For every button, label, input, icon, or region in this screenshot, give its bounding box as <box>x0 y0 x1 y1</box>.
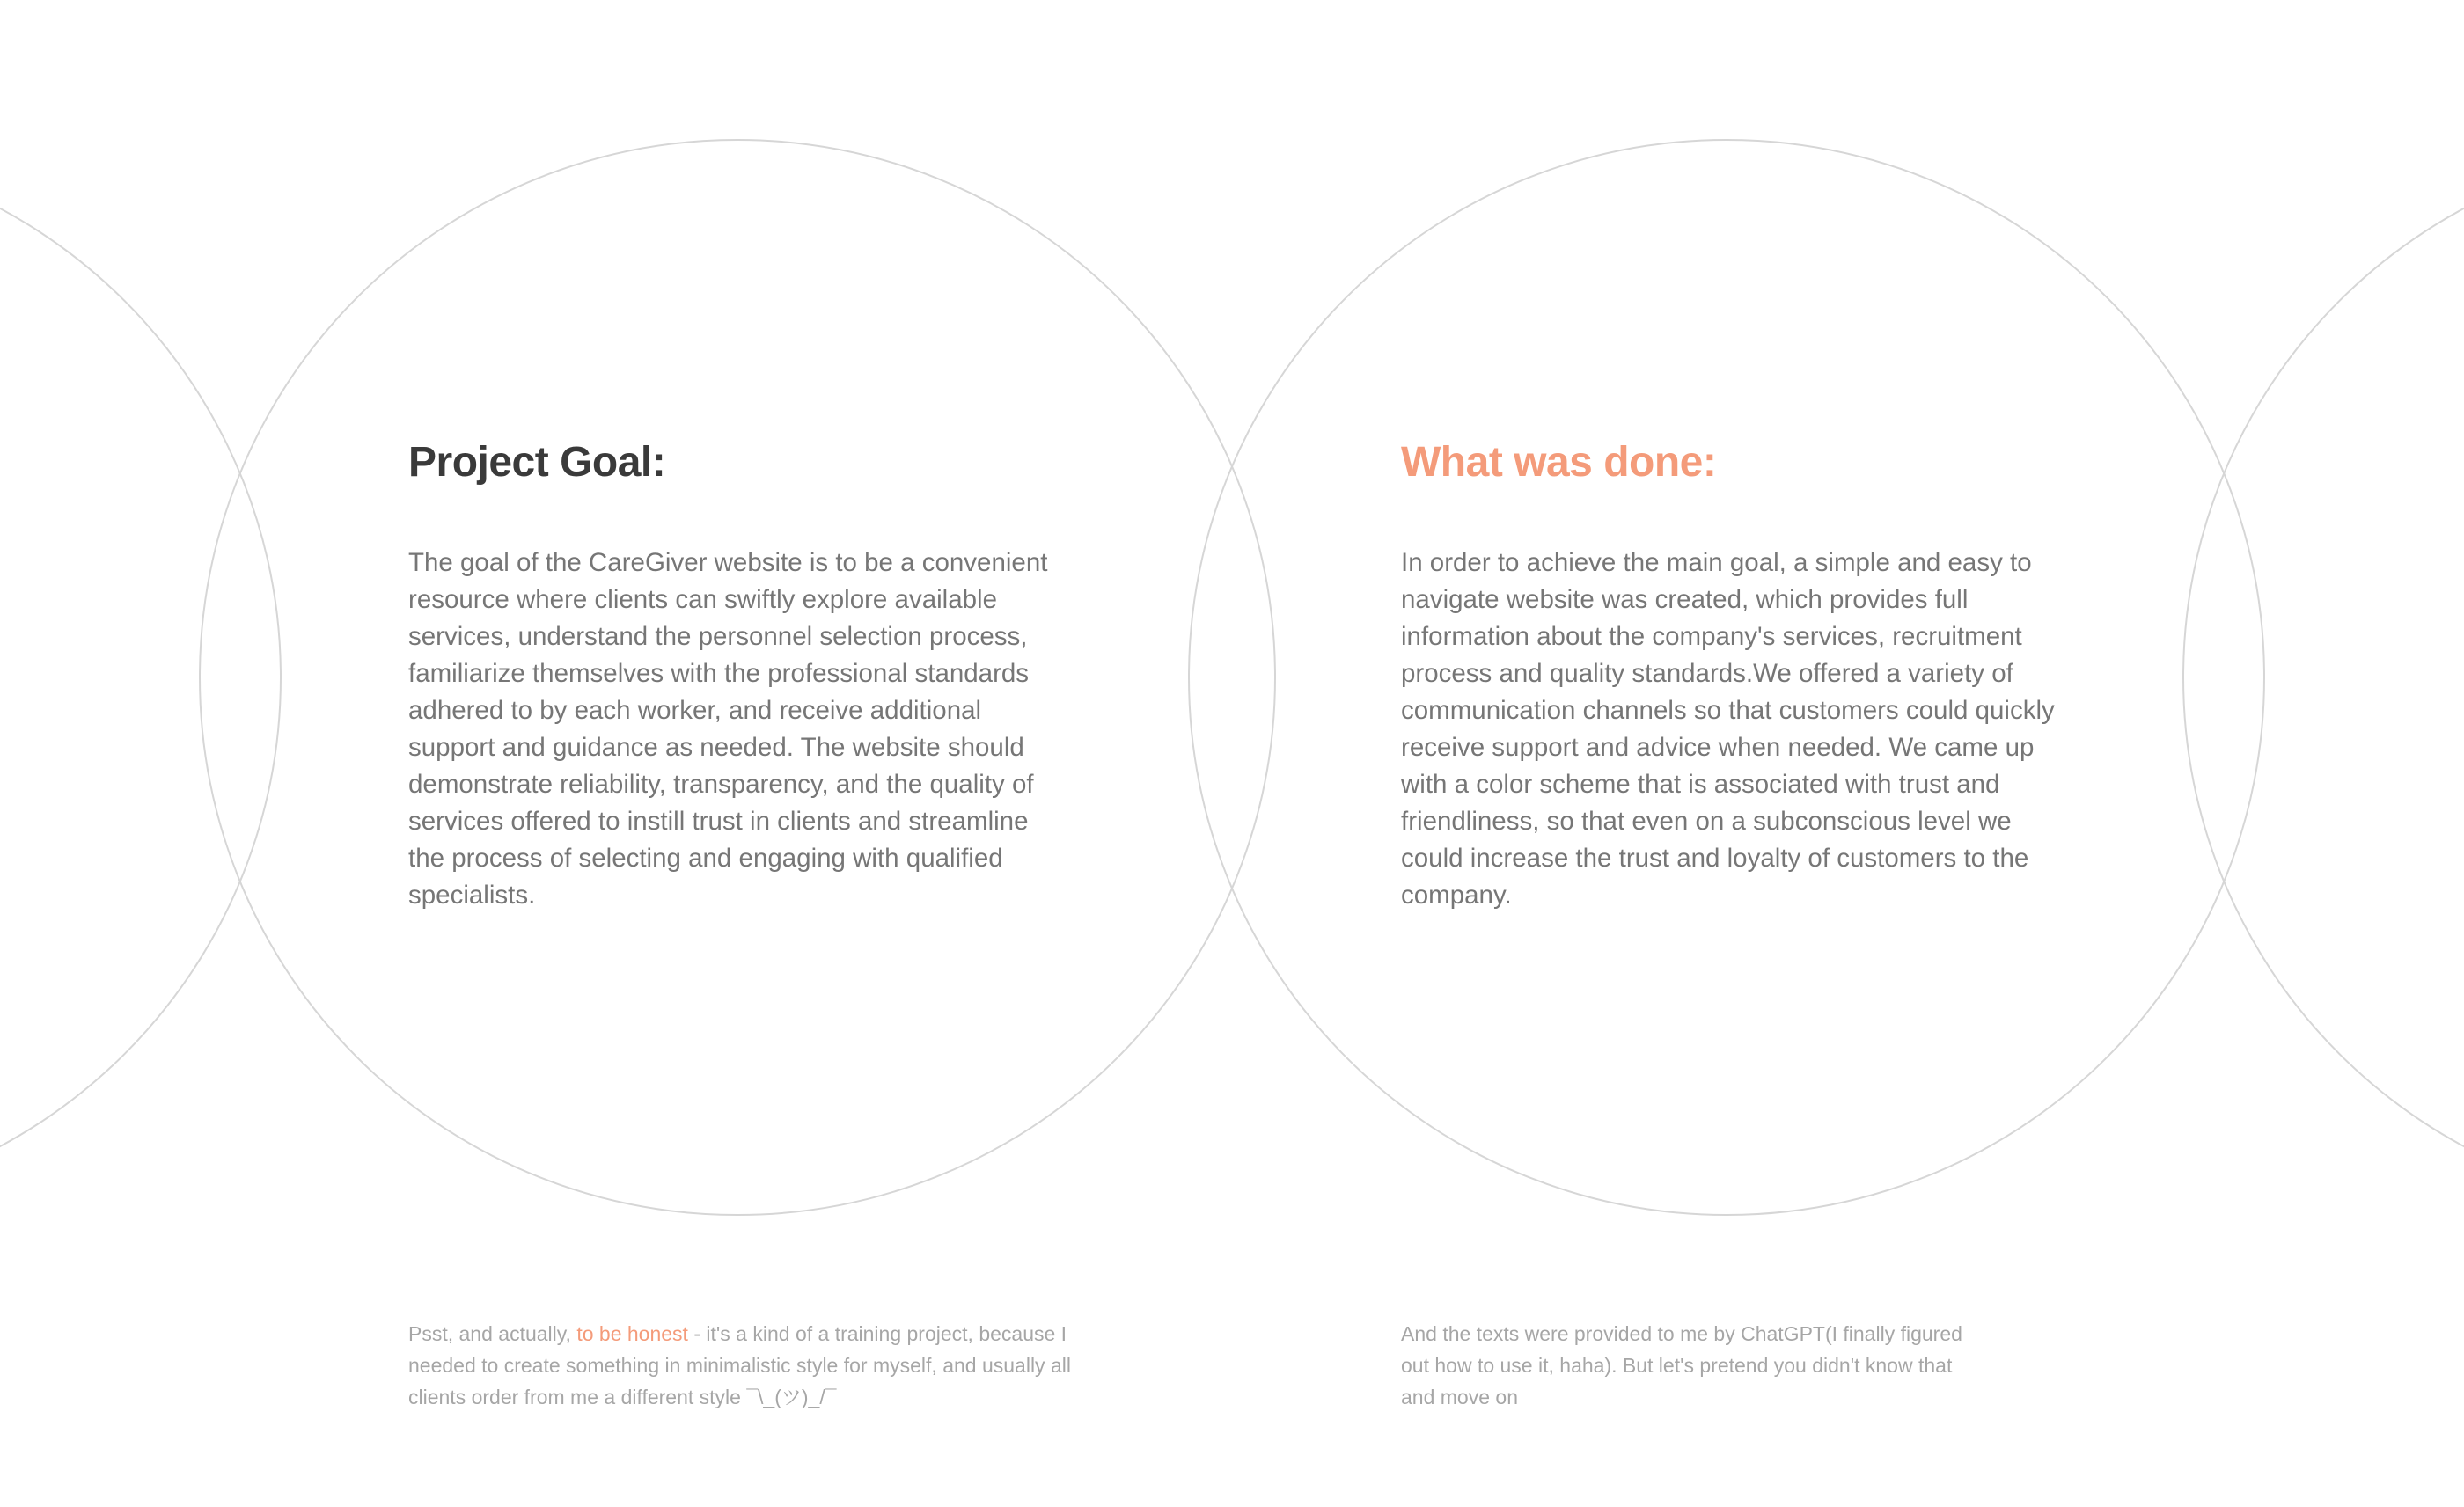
note-left-highlight: to be honest <box>576 1322 688 1345</box>
what-was-done-title: What was done: <box>1401 439 1717 486</box>
circle-far-right <box>2183 145 2464 1210</box>
circle-far-left <box>0 145 281 1210</box>
training-project-note <box>408 1318 1077 1413</box>
note-left-before: Psst, and actually, <box>408 1322 577 1345</box>
what-was-done-body: In order to achieve the main goal, a simple and easy to navigate website was created, which provides full information about the company's services, recruitment process and quality standards.We offered a variety of communication channels so that customers could quickly receive support and advice when needed. We came up with a color scheme that is associated with trust and friendliness, so that even on a subconscious level we could increase the trust and loyalty of customers to the company. <box>1401 548 2055 910</box>
project-goal-body: The goal of the CareGiver website is to be a convenient resource where clients can swiftly explore available services, understand the personnel selection process, familiarize themselves with the professional standards adhered to by each worker, and receive additional support and guidance as needed. The website should demonstrate reliability, transparency, and the quality of services offered to instill trust in clients and streamline the process of selecting and engaging with qualified specialists. <box>408 548 1048 910</box>
chatgpt-note: And the texts were provided to me by ChatGPT(I finally figured out how to use it, haha). But let's pretend you didn't know that and move on <box>1401 1322 1962 1408</box>
note-left-after: - it's a kind of a training project, because I needed to create something in minimalistic style for myself, and usually all clients order from me a different style ¯\_(ツ)_/¯ <box>408 1322 1071 1408</box>
project-goal-title: Project Goal: <box>408 439 666 486</box>
